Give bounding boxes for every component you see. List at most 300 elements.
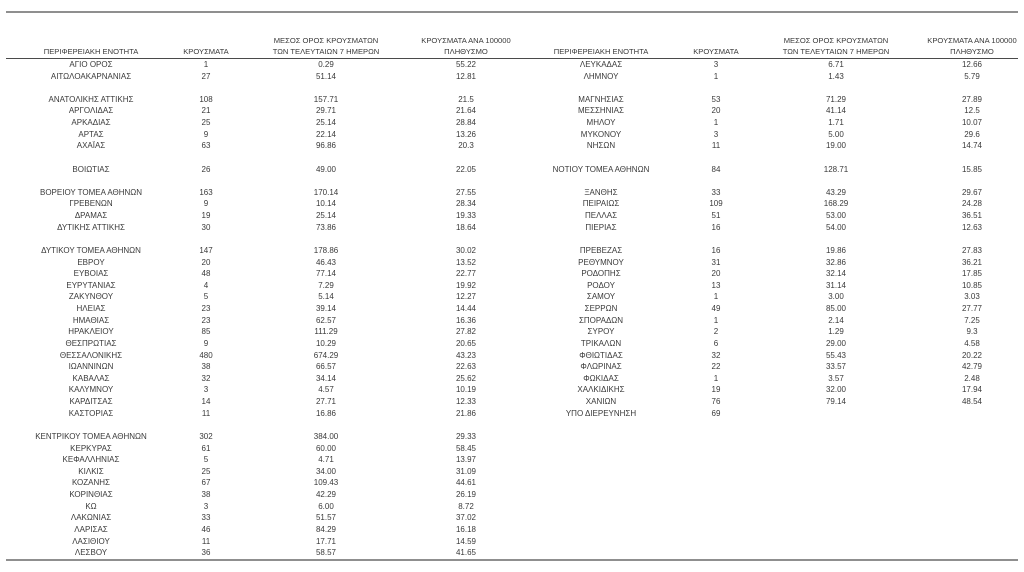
- table-row: [6, 291, 1018, 303]
- cases-table: [6, 13, 1018, 559]
- region-cell: [516, 466, 686, 478]
- avg7-cell: [746, 477, 926, 489]
- avg7-cell: 178.86: [313, 245, 339, 255]
- region-cell: ΥΠΟ ΔΙΕΡΕΥΝΗΣΗ: [565, 408, 637, 418]
- avg7-cell: 34.14: [315, 373, 337, 383]
- region-cell: ΛΗΜΝΟΥ: [583, 71, 619, 81]
- avg7-cell: 66.57: [315, 362, 337, 372]
- table-row: [6, 524, 1018, 536]
- table-row: [6, 94, 1018, 106]
- cases-cell: 4: [203, 280, 209, 290]
- region-cell: ΔΥΤΙΚΗΣ ΑΤΤΙΚΗΣ: [57, 222, 125, 232]
- per100k-cell: 10.07: [961, 118, 983, 128]
- per100k-cell: [926, 443, 1018, 455]
- avg7-cell: 33.57: [825, 362, 847, 372]
- avg7-cell: 674.29: [313, 350, 339, 360]
- avg7-cell: 157.71: [313, 94, 339, 104]
- avg7-cell: 1.29: [828, 327, 844, 337]
- region-cell: ΙΩΑΝΝΙΝΩΝ: [68, 362, 114, 372]
- region-cell: ΣΑΜΟΥ: [586, 292, 616, 302]
- header-avg7-right: [746, 13, 926, 59]
- cases-cell: 25: [201, 466, 211, 476]
- table-row: [6, 222, 1018, 234]
- per100k-cell: [926, 512, 1018, 524]
- avg7-cell: 4.57: [318, 385, 334, 395]
- table-row: [6, 71, 1018, 83]
- cases-cell: 61: [201, 443, 211, 453]
- cases-cell: [686, 466, 746, 478]
- avg7-cell: 128.71: [823, 164, 849, 174]
- avg7-cell: 109.43: [313, 478, 339, 488]
- cases-cell: 302: [199, 431, 213, 441]
- table-row: [6, 117, 1018, 129]
- avg7-cell: [746, 233, 926, 245]
- avg7-cell: [236, 419, 416, 431]
- avg7-cell: 6.71: [828, 60, 844, 69]
- per100k-cell: 21.64: [455, 106, 477, 116]
- header-per100k-left: [416, 13, 516, 59]
- avg7-cell: 51.57: [315, 513, 337, 523]
- cases-cell: 11: [201, 536, 211, 546]
- cases-cell: 109: [709, 199, 723, 209]
- region-cell: ΗΡΑΚΛΕΙΟΥ: [68, 327, 114, 337]
- table-row: [6, 361, 1018, 373]
- table-row: [6, 338, 1018, 350]
- table-row: [6, 547, 1018, 559]
- per100k-cell: 27.77: [961, 304, 983, 314]
- header-avg7-left-line1: ΜΕΣΟΣ ΟΡΟΣ ΚΡΟΥΣΜΑΤΩΝ: [273, 36, 379, 45]
- region-cell: ΑΡΚΑΔΙΑΣ: [71, 118, 111, 128]
- header-avg7-left: [236, 13, 416, 59]
- cases-cell: 53: [711, 94, 721, 104]
- table-row: [6, 164, 1018, 176]
- per100k-cell: 31.09: [455, 466, 477, 476]
- cases-cell: [176, 419, 236, 431]
- region-cell: ΑΧΑΪΑΣ: [76, 141, 106, 151]
- per100k-cell: 55.22: [455, 60, 477, 69]
- header-per100k-left-line1: ΚΡΟΥΣΜΑΤΑ ΑΝΑ 100000: [421, 36, 511, 45]
- cases-cell: 36: [201, 548, 211, 558]
- header-region-right-label: ΠΕΡΙΦΕΡΕΙΑΚΗ ΕΝΟΤΗΤΑ: [553, 47, 649, 56]
- cases-cell: [176, 233, 236, 245]
- avg7-cell: 60.00: [315, 443, 337, 453]
- header-cases-right-label: ΚΡΟΥΣΜΑΤΑ: [693, 47, 739, 56]
- region-cell: ΚΟΡΙΝΘΙΑΣ: [69, 490, 113, 500]
- region-cell: ΚΑΣΤΟΡΙΑΣ: [68, 408, 114, 418]
- region-cell: [516, 419, 686, 431]
- region-cell: ΗΛΕΙΑΣ: [76, 304, 106, 314]
- per100k-cell: 16.18: [455, 524, 477, 534]
- cases-cell: 76: [711, 397, 721, 407]
- per100k-cell: 10.19: [455, 385, 477, 395]
- cases-cell: 20: [711, 106, 721, 116]
- header-row: [6, 13, 1018, 59]
- table-row: [6, 466, 1018, 478]
- per100k-cell: 27.83: [961, 245, 983, 255]
- avg7-cell: 46.43: [315, 257, 337, 267]
- table-row: [6, 268, 1018, 280]
- table-row: [6, 233, 1018, 245]
- region-cell: ΖΑΚΥΝΘΟΥ: [68, 292, 114, 302]
- avg7-cell: [746, 443, 926, 455]
- table-row: [6, 129, 1018, 141]
- per100k-cell: 17.85: [961, 269, 983, 279]
- per100k-cell: [926, 408, 1018, 420]
- per100k-cell: [926, 233, 1018, 245]
- region-cell: ΓΡΕΒΕΝΩΝ: [69, 199, 113, 209]
- avg7-cell: 10.29: [315, 338, 337, 348]
- cases-cell: [176, 82, 236, 94]
- cases-cell: 31: [711, 257, 721, 267]
- table-row: [6, 315, 1018, 327]
- avg7-cell: 19.00: [825, 141, 847, 151]
- cases-cell: 147: [199, 245, 213, 255]
- cases-cell: 9: [203, 129, 209, 139]
- avg7-cell: [746, 408, 926, 420]
- per100k-cell: 29.33: [455, 431, 477, 441]
- per100k-cell: 7.25: [964, 315, 980, 325]
- avg7-cell: 58.57: [315, 548, 337, 558]
- avg7-cell: [746, 175, 926, 187]
- table-row: [6, 443, 1018, 455]
- table-row: [6, 210, 1018, 222]
- per100k-cell: [416, 233, 516, 245]
- region-cell: [516, 443, 686, 455]
- per100k-cell: 14.74: [961, 141, 983, 151]
- cases-cell: 20: [711, 269, 721, 279]
- region-cell: ΔΥΤΙΚΟΥ ΤΟΜΕΑ ΑΘΗΝΩΝ: [41, 245, 141, 255]
- per100k-cell: 27.82: [455, 327, 477, 337]
- avg7-cell: 10.14: [315, 199, 337, 209]
- per100k-cell: 4.58: [964, 338, 980, 348]
- cases-cell: 3: [203, 385, 209, 395]
- per100k-cell: 36.51: [961, 211, 983, 221]
- table-row: [6, 152, 1018, 164]
- region-cell: ΚΩ: [85, 501, 97, 511]
- per100k-cell: 12.5: [964, 106, 980, 116]
- region-cell: [6, 175, 176, 187]
- avg7-cell: [746, 454, 926, 466]
- avg7-cell: 2.14: [828, 315, 844, 325]
- header-region-right: [516, 13, 686, 59]
- region-cell: ΑΡΤΑΣ: [78, 129, 104, 139]
- region-cell: [516, 175, 686, 187]
- table-row: [6, 419, 1018, 431]
- avg7-cell: [746, 152, 926, 164]
- cases-cell: [686, 512, 746, 524]
- region-cell: ΑΝΑΤΟΛΙΚΗΣ ΑΤΤΙΚΗΣ: [48, 94, 134, 104]
- header-per100k-left-line2: ΠΛΗΘΥΣΜΟ: [444, 47, 488, 56]
- cases-cell: [686, 419, 746, 431]
- region-cell: ΦΘΙΩΤΙΔΑΣ: [579, 350, 623, 360]
- avg7-cell: 79.14: [825, 397, 847, 407]
- avg7-cell: 32.14: [825, 269, 847, 279]
- region-cell: ΝΟΤΙΟΥ ΤΟΜΕΑ ΑΘΗΝΩΝ: [552, 164, 650, 174]
- per100k-cell: [416, 175, 516, 187]
- per100k-cell: 21.86: [455, 408, 477, 418]
- avg7-cell: 55.43: [825, 350, 847, 360]
- cases-cell: 108: [199, 94, 213, 104]
- region-cell: ΠΡΕΒΕΖΑΣ: [579, 245, 623, 255]
- per100k-cell: [926, 501, 1018, 513]
- cases-cell: [686, 536, 746, 548]
- avg7-cell: 29.71: [315, 106, 337, 116]
- per100k-cell: 27.89: [961, 94, 983, 104]
- table-row: [6, 536, 1018, 548]
- cases-cell: 32: [201, 373, 211, 383]
- table-row: [6, 187, 1018, 199]
- region-cell: ΜΗΛΟΥ: [586, 118, 616, 128]
- avg7-cell: [746, 512, 926, 524]
- cases-cell: [176, 152, 236, 164]
- cases-cell: 1: [713, 292, 719, 302]
- cases-cell: [686, 82, 746, 94]
- per100k-cell: 28.34: [455, 199, 477, 209]
- avg7-cell: 39.14: [315, 304, 337, 314]
- per100k-cell: 21.5: [458, 94, 474, 104]
- cases-cell: [686, 547, 746, 559]
- avg7-cell: 4.71: [318, 455, 334, 465]
- avg7-cell: 54.00: [825, 222, 847, 232]
- avg7-cell: 34.00: [315, 466, 337, 476]
- per100k-cell: [926, 454, 1018, 466]
- table-row: [6, 105, 1018, 117]
- per100k-cell: [926, 536, 1018, 548]
- cases-cell: 21: [201, 106, 211, 116]
- cases-cell: [686, 524, 746, 536]
- cases-cell: 38: [201, 362, 211, 372]
- cases-cell: 38: [201, 490, 211, 500]
- per100k-cell: 17.94: [961, 385, 983, 395]
- table-body: [6, 59, 1018, 559]
- cases-cell: 1: [203, 60, 209, 69]
- cases-cell: 9: [203, 338, 209, 348]
- avg7-cell: 170.14: [313, 187, 339, 197]
- avg7-cell: 5.00: [828, 129, 844, 139]
- region-cell: ΣΥΡΟΥ: [587, 327, 615, 337]
- region-cell: ΜΑΓΝΗΣΙΑΣ: [578, 94, 624, 104]
- per100k-cell: 26.19: [455, 490, 477, 500]
- table-row: [6, 245, 1018, 257]
- region-cell: ΔΡΑΜΑΣ: [74, 211, 108, 221]
- region-cell: ΡΟΔΟΥ: [587, 280, 615, 290]
- per100k-cell: [416, 419, 516, 431]
- per100k-cell: [416, 152, 516, 164]
- per100k-cell: 19.33: [455, 211, 477, 221]
- avg7-cell: 25.14: [315, 118, 337, 128]
- cases-cell: 6: [713, 338, 719, 348]
- avg7-cell: [746, 524, 926, 536]
- per100k-cell: 13.52: [455, 257, 477, 267]
- avg7-cell: 22.14: [315, 129, 337, 139]
- cases-cell: [686, 431, 746, 443]
- per100k-cell: 9.3: [966, 327, 978, 337]
- cases-cell: 11: [711, 141, 721, 151]
- per100k-cell: 42.79: [961, 362, 983, 372]
- table-row: [6, 82, 1018, 94]
- avg7-cell: 111.29: [314, 327, 338, 337]
- cases-cell: 5: [203, 455, 209, 465]
- region-cell: ΣΠΟΡΑΔΩΝ: [578, 315, 624, 325]
- per100k-cell: 37.02: [455, 513, 477, 523]
- per100k-cell: [926, 489, 1018, 501]
- per100k-cell: 12.63: [961, 222, 983, 232]
- cases-cell: 16: [711, 222, 721, 232]
- cases-cell: 16: [711, 245, 721, 255]
- cases-cell: 20: [201, 257, 211, 267]
- per100k-cell: 12.81: [455, 71, 477, 81]
- header-cases-left-label: ΚΡΟΥΣΜΑΤΑ: [183, 47, 229, 56]
- region-cell: ΑΙΤΩΛΟΑΚΑΡΝΑΝΙΑΣ: [50, 71, 132, 81]
- per100k-cell: [926, 431, 1018, 443]
- cases-cell: 1: [713, 118, 719, 128]
- avg7-cell: [746, 466, 926, 478]
- region-cell: ΚΑΛΥΜΝΟΥ: [68, 385, 114, 395]
- avg7-cell: 96.86: [315, 141, 337, 151]
- avg7-cell: 73.86: [315, 222, 337, 232]
- table-row: [6, 512, 1018, 524]
- cases-cell: 48: [201, 269, 211, 279]
- cases-cell: 11: [201, 408, 211, 418]
- per100k-cell: 20.3: [458, 141, 474, 151]
- per100k-cell: 16.36: [455, 315, 477, 325]
- per100k-cell: 3.03: [964, 292, 980, 302]
- per100k-cell: 22.77: [455, 269, 477, 279]
- cases-cell: 33: [201, 513, 211, 523]
- per100k-cell: 20.65: [455, 338, 477, 348]
- table-row: [6, 489, 1018, 501]
- per100k-cell: 29.6: [964, 129, 980, 139]
- avg7-cell: [746, 419, 926, 431]
- avg7-cell: 19.86: [825, 245, 847, 255]
- avg7-cell: 5.14: [318, 292, 334, 302]
- header-avg7-right-line2: ΤΩΝ ΤΕΛΕΥΤΑΙΩΝ 7 ΗΜΕΡΩΝ: [782, 47, 890, 56]
- cases-cell: 27: [201, 71, 211, 81]
- per100k-cell: 25.62: [455, 373, 477, 383]
- table-row: [6, 431, 1018, 443]
- table-row: [6, 326, 1018, 338]
- per100k-cell: 29.67: [961, 187, 983, 197]
- region-cell: ΕΥΒΟΙΑΣ: [73, 269, 109, 279]
- cases-cell: 163: [199, 187, 213, 197]
- per100k-cell: 48.54: [961, 397, 983, 407]
- header-cases-left: [176, 13, 236, 59]
- region-cell: [516, 501, 686, 513]
- cases-cell: 1: [713, 315, 719, 325]
- per100k-cell: 24.28: [961, 199, 983, 209]
- avg7-cell: 3.00: [828, 292, 844, 302]
- region-cell: ΛΑΡΙΣΑΣ: [74, 524, 108, 534]
- region-cell: [6, 233, 176, 245]
- cases-cell: [686, 152, 746, 164]
- avg7-cell: [236, 82, 416, 94]
- avg7-cell: [746, 536, 926, 548]
- table-row: [6, 198, 1018, 210]
- region-cell: ΤΡΙΚΑΛΩΝ: [580, 338, 622, 348]
- table-row: [6, 350, 1018, 362]
- region-cell: ΚΑΡΔΙΤΣΑΣ: [69, 397, 113, 407]
- region-cell: [516, 233, 686, 245]
- cases-cell: [686, 454, 746, 466]
- region-cell: [516, 489, 686, 501]
- per100k-cell: 28.84: [455, 118, 477, 128]
- table-row: [6, 257, 1018, 269]
- avg7-cell: 16.86: [315, 408, 337, 418]
- avg7-cell: 43.29: [825, 187, 847, 197]
- cases-cell: 2: [713, 327, 719, 337]
- region-cell: ΛΕΣΒΟΥ: [74, 548, 108, 558]
- avg7-cell: 1.71: [828, 118, 844, 128]
- avg7-cell: 85.00: [825, 304, 847, 314]
- region-cell: [516, 82, 686, 94]
- cases-cell: 84: [711, 164, 721, 174]
- avg7-cell: [746, 489, 926, 501]
- avg7-cell: 32.86: [825, 257, 847, 267]
- region-cell: ΠΕΙΡΑΙΩΣ: [582, 199, 620, 209]
- region-cell: ΚΟΖΑΝΗΣ: [71, 478, 111, 488]
- avg7-cell: [746, 431, 926, 443]
- region-cell: ΘΕΣΠΡΩΤΙΑΣ: [65, 338, 117, 348]
- avg7-cell: 42.29: [315, 490, 337, 500]
- per100k-cell: 14.44: [455, 304, 477, 314]
- cases-cell: 1: [713, 373, 719, 383]
- per100k-cell: 27.55: [455, 187, 477, 197]
- avg7-cell: 29.00: [825, 338, 847, 348]
- avg7-cell: 384.00: [313, 431, 339, 441]
- cases-cell: 51: [711, 211, 721, 221]
- region-cell: [516, 512, 686, 524]
- region-cell: ΑΓΙΟ ΟΡΟΣ: [69, 60, 113, 69]
- avg7-cell: 6.00: [318, 501, 334, 511]
- avg7-cell: 17.71: [315, 536, 337, 546]
- region-cell: ΚΙΛΚΙΣ: [78, 466, 104, 476]
- region-cell: ΛΕΥΚΑΔΑΣ: [579, 60, 623, 69]
- region-cell: ΗΜΑΘΙΑΣ: [72, 315, 110, 325]
- per100k-cell: [416, 82, 516, 94]
- per100k-cell: [926, 547, 1018, 559]
- region-cell: [516, 547, 686, 559]
- avg7-cell: 53.00: [825, 211, 847, 221]
- avg7-cell: [746, 501, 926, 513]
- cases-cell: 26: [201, 164, 211, 174]
- header-cases-right: [686, 13, 746, 59]
- table-row: [6, 408, 1018, 420]
- per100k-cell: [926, 82, 1018, 94]
- per100k-cell: [926, 175, 1018, 187]
- per100k-cell: 22.63: [455, 362, 477, 372]
- cases-cell: 85: [201, 327, 211, 337]
- per100k-cell: [926, 419, 1018, 431]
- cases-cell: 25: [201, 118, 211, 128]
- per100k-cell: 5.79: [964, 71, 980, 81]
- avg7-cell: 51.14: [315, 71, 337, 81]
- header-region-left-label: ΠΕΡΙΦΕΡΕΙΑΚΗ ΕΝΟΤΗΤΑ: [43, 47, 139, 56]
- region-cell: [516, 454, 686, 466]
- region-cell: ΧΑΛΚΙΔΙΚΗΣ: [577, 385, 625, 395]
- region-cell: ΑΡΓΟΛΙΔΑΣ: [68, 106, 114, 116]
- per100k-cell: 19.92: [455, 280, 477, 290]
- per100k-cell: 12.33: [455, 397, 477, 407]
- per100k-cell: 13.97: [455, 455, 477, 465]
- cases-cell: 23: [201, 315, 211, 325]
- header-avg7-left-line2: ΤΩΝ ΤΕΛΕΥΤΑΙΩΝ 7 ΗΜΕΡΩΝ: [272, 47, 380, 56]
- avg7-cell: 32.00: [825, 385, 847, 395]
- cases-cell: [686, 477, 746, 489]
- region-cell: ΦΛΩΡΙΝΑΣ: [580, 362, 622, 372]
- cases-cell: [686, 501, 746, 513]
- region-cell: [6, 82, 176, 94]
- avg7-cell: 27.71: [315, 397, 337, 407]
